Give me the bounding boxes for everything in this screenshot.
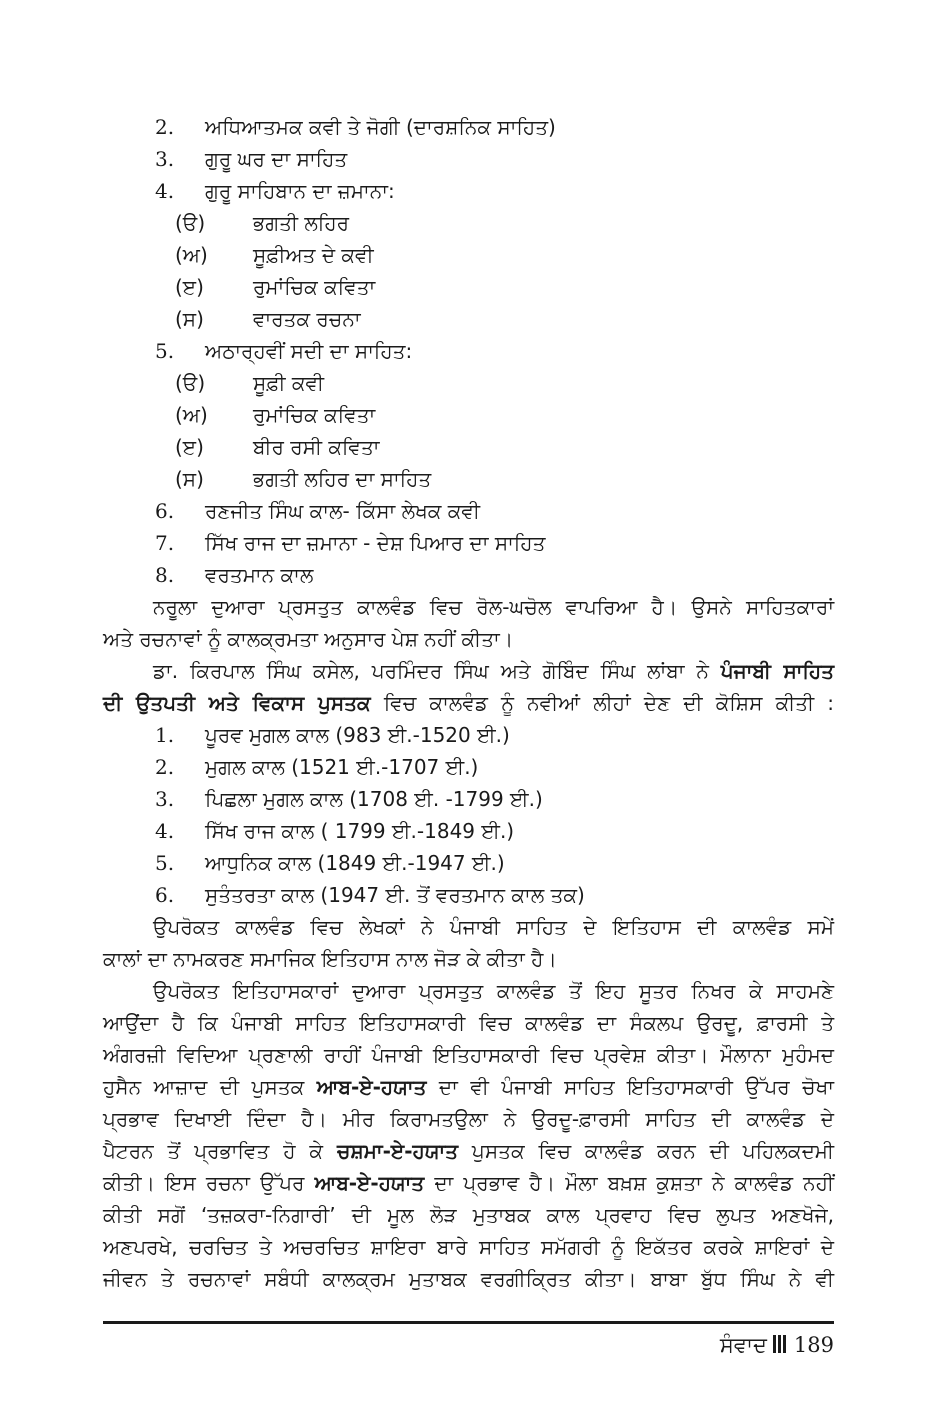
document-page: 2. ਅਧਿਆਤਮਕ ਕਵੀ ਤੇ ਜੋਗੀ (ਦਾਰਸ਼ਨਿਕ ਸਾਹਿਤ) 3. ਗੁਰੂ ਘਰ ਦਾ ਸਾਹਿਤ 4. ਗੁਰੂ ਸਾਹਿਬਾਨ ਦਾ ਜ਼ਮਾਨਾ: (ੳ) ਭਗਤੀ ਲਹਿਰ (ਅ) ਸੂਫ਼ੀਅਤ ਦੇ ਕਵੀ (ੲ) ਰੁਮਾਂਚਿਕ ਕਵਿਤਾ (ਸ) ਵਾਰਤਕ ਰਚਨਾ 5. ਅਠਾਰ੍ਹਵੀਂ ਸਦੀ ਦਾ ਸਾਹਿਤ: (ੳ) ਸੂਫ਼ੀ ਕਵੀ (ਅ) ਰੁਮਾਂਚਿਕ ਕਵਿਤਾ (ੲ) ਬੀਰ ਰਸੀ ਕਵਿਤਾ (ਸ) ਭਗਤੀ ਲਹਿਰ ਦਾ ਸਾਹਿਤ 6. ਰਣਜੀਤ ਸਿੰਘ ਕਾਲ- ਕਿੱਸਾ ਲੇਖਕ ਕਵੀ 7. ਸਿੱਖ ਰਾਜ ਦਾ ਜ਼ਮਾਨਾ - ਦੇਸ਼ ਪਿਆਰ ਦਾ ਸਾਹਿਤ 8. ਵਰਤਮਾਨ ਕਾਲ ਨਰੂਲਾ ਦੁਆਰਾ ਪ੍ਰਸਤੁਤ ਕਾਲਵੰਡ ਵਿਚ ਰੋਲ-ਘਚੋਲ ਵਾਪਰਿਆ ਹੈ। ਉਸਨੇ ਸਾਹਿਤਕਾਰਾਂ ਅਤੇ ਰਚਨਾਵਾਂ ਨੂੰ ਕਾਲਕ੍ਰਮਤਾ ਅਨੁਸਾਰ ਪੇਸ਼ ਨਹੀਂ ਕੀਤਾ। ਡਾ. ਕਿਰਪਾਲ ਸਿੰਘ ਕਸੇਲ, ਪਰਮਿੰਦਰ ਸਿੰਘ ਅਤੇ ਗੋਬਿੰਦ ਸਿੰਘ ਲਾਂਬਾ ਨੇ ਪੰਜਾਬੀ ਸਾਹਿਤ ਦੀ ਉਤਪਤੀ ਅਤੇ ਵਿਕਾਸ ਪੁਸਤਕ ਵਿਚ ਕਾਲਵੰਡ ਨੂੰ ਨਵੀਆਂ ਲੀਹਾਂ ਦੇਣ ਦੀ ਕੋਸ਼ਿਸ ਕੀਤੀ : 1. ਪੂਰਵ ਮੁਗਲ ਕਾਲ (983 ਈ.-1520 ਈ.) 2. ਮੁਗਲ ਕਾਲ (1521 ਈ.-1707 ਈ.) 3. ਪਿਛਲਾ ਮੁਗਲ ਕਾਲ (1708 ਈ. -1799 ਈ.) 4. ਸਿੱਖ ਰਾਜ ਕਾਲ ( 1799 ਈ.-1849 ਈ.) 5. ਆਧੁਨਿਕ ਕਾਲ (1849 ਈ.-1947 ਈ.) 6. ਸੁਤੰਤਰਤਾ ਕਾਲ (1947 ਈ. ਤੋਂ ਵਰਤਮਾਨ ਕਾਲ ਤਕ) ਉਪਰੋਕਤ ਕਾਲਵੰਡ ਵਿਚ ਲੇਖਕਾਂ ਨੇ ਪੰਜਾਬੀ ਸਾਹਿਤ ਦੇ ਇਤਿਹਾਸ ਦੀ ਕਾਲਵੰਡ ਸਮੇਂ ਕਾਲਾਂ ਦਾ ਨਾਮਕਰਣ ਸਮਾਜਿਕ ਇਤਿਹਾਸ ਨਾਲ ਜੋੜ ਕੇ ਕੀਤਾ ਹੈ। ਉਪਰੋਕਤ ਇਤਿਹਾਸਕਾਰਾਂ ਦੁਆਰਾ ਪ੍ਰਸਤੁਤ ਕਾਲਵੰਡ ਤੋਂ ਇਹ ਸੂਤਰ ਨਿਖਰ ਕੇ ਸਾਹਮਣੇ ਆਉਂਦਾ ਹੈ ਕਿ ਪੰਜਾਬੀ ਸਾਹਿਤ ਇਤਿਹਾਸਕਾਰੀ ਵਿਚ ਕਾਲਵੰਡ ਦਾ ਸੰਕਲਪ ਉਰਦੂ, ਫ਼ਾਰਸੀ ਤੇ ਅੰਗਰਜ਼ੀ ਵਿਦਿਆ ਪ੍ਰਣਾਲੀ ਰਾਹੀਂ ਪੰਜਾਬੀ ਇਤਿਹਾਸਕਾਰੀ ਵਿਚ ਪ੍ਰਵੇਸ਼ ਕੀਤਾ। ਮੌਲਾਨਾ ਮੁਹੰਮਦ ਹੁਸੈਨ ਆਜ਼ਾਦ ਦੀ ਪੁਸਤਕ ਆਬ-ਏ-ਹਯਾਤ ਦਾ ਵੀ ਪੰਜਾਬੀ ਸਾਹਿਤ ਇਤਿਹਾਸਕਾਰੀ ਉੱਪਰ ਚੋਖਾ ਪ੍ਰਭਾਵ ਦਿਖਾਈ ਦਿੰਦਾ ਹੈ। ਮੀਰ ਕਿਰਾਮਤਉਲਾ ਨੇ ਉਰਦੂ-ਫ਼ਾਰਸੀ ਸਾਹਿਤ ਦੀ ਕਾਲਵੰਡ ਦੇ ਪੈਟਰਨ ਤੋਂ ਪ੍ਰਭਾਵਿਤ ਹੋ ਕੇ ਚਸ਼ਮਾ-ਏ-ਹਯਾਤ ਪੁਸਤਕ ਵਿਚ ਕਾਲਵੰਡ ਕਰਨ ਦੀ ਪਹਿਲਕਦਮੀ ਕੀਤੀ। ਇਸ ਰਚਨਾ ਉੱਪਰ ਆਬ-ਏ-ਹਯਾਤ ਦਾ ਪ੍ਰਭਾਵ ਹੈ। ਮੌਲਾ ਬਖ਼ਸ਼ ਕੁਸ਼ਤਾ ਨੇ ਕਾਲਵੰਡ ਨਹੀਂ ਕੀਤੀ ਸਗੋਂ ‘ਤਜ਼ਕਰਾ-ਨਿਗਾਰੀ’ ਦੀ ਮੂਲ ਲੋੜ ਮੁਤਾਬਕ ਕਾਲ ਪ੍ਰਵਾਹ ਵਿਚ ਲੁਪਤ ਅਣਖੋਜੇ, ਅਣਪਰਖੇ, ਚਰਚਿਤ ਤੇ ਅਚਰਚਿਤ ਸ਼ਾਇਰਾ ਬਾਰੇ ਸਾਹਿਤ ਸਮੱਗਰੀ ਨੂੰ ਇਕੱਤਰ ਕਰਕੇ ਸ਼ਾਇਰਾਂ ਦੇ ਜੀਵਨ ਤੇ ਰਚਨਾਵਾਂ ਸਬੰਧੀ ਕਾਲਕ੍ਰਮ ਮੁਤਾਬਕ ਵਰਗੀਕ੍ਰਿਤ ਕੀਤਾ। ਬਾਬਾ ਬੁੱਧ ਸਿੰਘ ਨੇ ਵੀ ਸੰਵਾਦ 189	[0, 0, 938, 1425]
paragraph-line: ਦੀ ਉਤਪਤੀ ਅਤੇ ਵਿਕਾਸ ਪੁਸਤਕ ਵਿਚ ਕਾਲਵੰਡ ਨੂੰ ਨਵੀਆਂ ਲੀਹਾਂ ਦੇਣ ਦੀ ਕੋਸ਼ਿਸ ਕੀਤੀ :	[103, 691, 834, 715]
paragraph-line: ਪ੍ਰਭਾਵ ਦਿਖਾਈ ਦਿੰਦਾ ਹੈ। ਮੀਰ ਕਿਰਾਮਤਉਲਾ ਨੇ ਉਰਦੂ-ਫ਼ਾਰਸੀ ਸਾਹਿਤ ਦੀ ਕਾਲਵੰਡ ਦੇ	[103, 1107, 834, 1131]
paragraph-line: ਡਾ. ਕਿਰਪਾਲ ਸਿੰਘ ਕਸੇਲ, ਪਰਮਿੰਦਰ ਸਿੰਘ ਅਤੇ ਗੋਬਿੰਦ ਸਿੰਘ ਲਾਂਬਾ ਨੇ ਪੰਜਾਬੀ ਸਾਹਿਤ	[153, 659, 835, 683]
page-number: 189	[793, 1333, 834, 1357]
book-title: ਆਬ-ਏ-ਹਯਾਤ	[316, 1075, 427, 1099]
paragraph-line: ਪੈਟਰਨ ਤੋਂ ਪ੍ਰਭਾਵਿਤ ਹੋ ਕੇ ਚਸ਼ਮਾ-ਏ-ਹਯਾਤ ਪੁਸਤਕ ਵਿਚ ਕਾਲਵੰਡ ਕਰਨ ਦੀ ਪਹਿਲਕਦਮੀ	[103, 1139, 834, 1163]
paragraph-line: ਕੀਤੀ ਸਗੋਂ ‘ਤਜ਼ਕਰਾ-ਨਿਗਾਰੀ’ ਦੀ ਮੂਲ ਲੋੜ ਮੁਤਾਬਕ ਕਾਲ ਪ੍ਰਵਾਹ ਵਿਚ ਲੁਪਤ ਅਣਖੋਜੇ,	[103, 1203, 834, 1227]
book-title: ਆਬ-ਏ-ਹਯਾਤ	[314, 1171, 425, 1195]
page-footer	[720, 1330, 834, 1361]
journal-name: ਸੰਵਾਦ	[719, 1333, 767, 1357]
book-title: ਚਸ਼ਮਾ-ਏ-ਹਯਾਤ	[336, 1139, 459, 1163]
paragraph-line: ਅਣਪਰਖੇ, ਚਰਚਿਤ ਤੇ ਅਚਰਚਿਤ ਸ਼ਾਇਰਾ ਬਾਰੇ ਸਾਹਿਤ ਸਮੱਗਰੀ ਨੂੰ ਇਕੱਤਰ ਕਰਕੇ ਸ਼ਾਇਰਾਂ ਦੇ	[103, 1235, 834, 1259]
paragraph-line: ਉਪਰੋਕਤ ਕਾਲਵੰਡ ਵਿਚ ਲੇਖਕਾਂ ਨੇ ਪੰਜਾਬੀ ਸਾਹਿਤ ਦੇ ਇਤਿਹਾਸ ਦੀ ਕਾਲਵੰਡ ਸਮੇਂ	[153, 915, 834, 939]
paragraph-line: ਉਪਰੋਕਤ ਇਤਿਹਾਸਕਾਰਾਂ ਦੁਆਰਾ ਪ੍ਰਸਤੁਤ ਕਾਲਵੰਡ ਤੋਂ ਇਹ ਸੂਤਰ ਨਿਖਰ ਕੇ ਸਾਹਮਣੇ	[153, 979, 834, 1003]
paragraph-line: ਹੁਸੈਨ ਆਜ਼ਾਦ ਦੀ ਪੁਸਤਕ ਆਬ-ਏ-ਹਯਾਤ ਦਾ ਵੀ ਪੰਜਾਬੀ ਸਾਹਿਤ ਇਤਿਹਾਸਕਾਰੀ ਉੱਪਰ ਚੋਖਾ	[103, 1075, 835, 1099]
paragraph-line: ਕਾਲਾਂ ਦਾ ਨਾਮਕਰਣ ਸਮਾਜਿਕ ਇਤਿਹਾਸ ਨਾਲ ਜੋੜ ਕੇ ਕੀਤਾ ਹੈ।	[103, 947, 557, 971]
paragraph-line: ਜੀਵਨ ਤੇ ਰਚਨਾਵਾਂ ਸਬੰਧੀ ਕਾਲਕ੍ਰਮ ਮੁਤਾਬਕ ਵਰਗੀਕ੍ਰਿਤ ਕੀਤਾ। ਬਾਬਾ ਬੁੱਧ ਸਿੰਘ ਨੇ ਵੀ	[103, 1267, 834, 1291]
book-title: ਦੀ ਉਤਪਤੀ ਅਤੇ ਵਿਕਾਸ ਪੁਸਤਕ	[103, 691, 371, 715]
paragraph-line: ਅੰਗਰਜ਼ੀ ਵਿਦਿਆ ਪ੍ਰਣਾਲੀ ਰਾਹੀਂ ਪੰਜਾਬੀ ਇਤਿਹਾਸਕਾਰੀ ਵਿਚ ਪ੍ਰਵੇਸ਼ ਕੀਤਾ। ਮੌਲਾਨਾ ਮੁਹੰਮਦ	[103, 1043, 834, 1067]
footer-bars-icon	[773, 1331, 788, 1361]
paragraph-line: ਕੀਤੀ। ਇਸ ਰਚਨਾ ਉੱਪਰ ਆਬ-ਏ-ਹਯਾਤ ਦਾ ਪ੍ਰਭਾਵ ਹੈ। ਮੌਲਾ ਬਖ਼ਸ਼ ਕੁਸ਼ਤਾ ਨੇ ਕਾਲਵੰਡ ਨਹੀਂ	[103, 1171, 834, 1195]
paragraph-line: ਆਉਂਦਾ ਹੈ ਕਿ ਪੰਜਾਬੀ ਸਾਹਿਤ ਇਤਿਹਾਸਕਾਰੀ ਵਿਚ ਕਾਲਵੰਡ ਦਾ ਸੰਕਲਪ ਉਰਦੂ, ਫ਼ਾਰਸੀ ਤੇ	[103, 1011, 834, 1035]
book-title: ਪੰਜਾਬੀ ਸਾਹਿਤ	[720, 659, 835, 683]
paragraph-line: ਅਤੇ ਰਚਨਾਵਾਂ ਨੂੰ ਕਾਲਕ੍ਰਮਤਾ ਅਨੁਸਾਰ ਪੇਸ਼ ਨਹੀਂ ਕੀਤਾ।	[103, 627, 514, 651]
paragraph-line: ਨਰੂਲਾ ਦੁਆਰਾ ਪ੍ਰਸਤੁਤ ਕਾਲਵੰਡ ਵਿਚ ਰੋਲ-ਘਚੋਲ ਵਾਪਰਿਆ ਹੈ। ਉਸਨੇ ਸਾਹਿਤਕਾਰਾਂ	[153, 595, 834, 619]
footer-rule	[103, 1321, 834, 1324]
